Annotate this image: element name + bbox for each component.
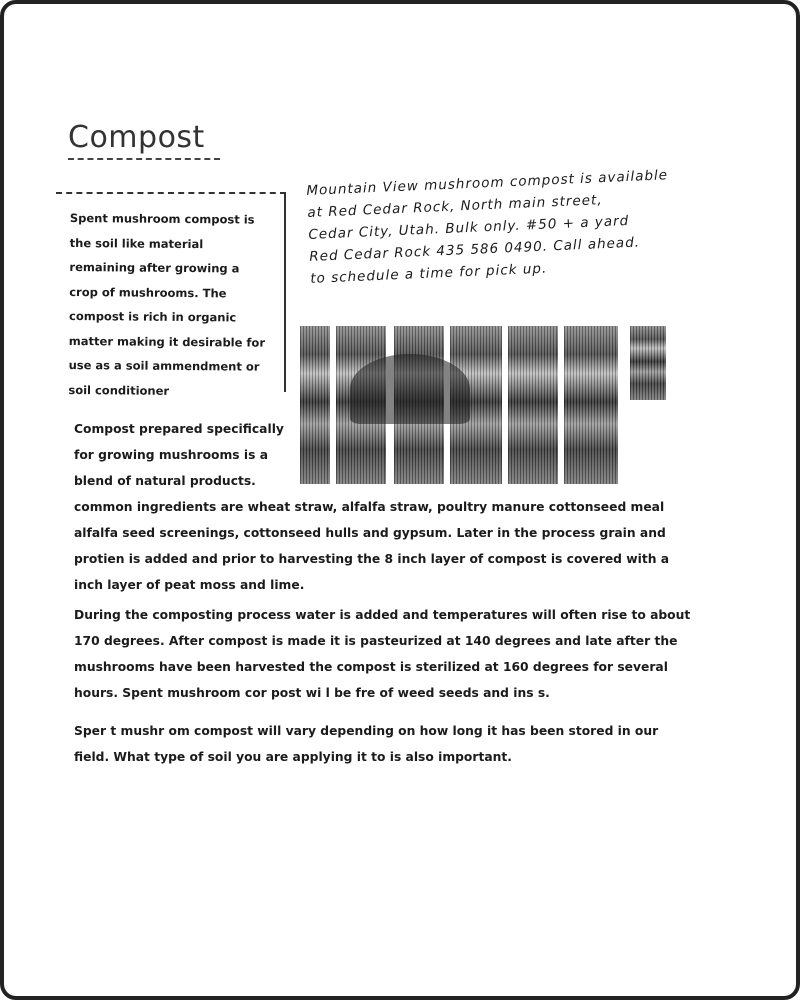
paragraph-storage (74, 718, 714, 770)
notice-line: at Red Cedar Rock, North main street, (307, 192, 603, 221)
paragraph-line: blend of natural products. (74, 474, 256, 488)
sidebar-description (68, 206, 282, 404)
page-title: Compost (68, 120, 205, 155)
notice-line: Mountain View mushroom compost is available (306, 167, 669, 199)
sidebar-line: remaining after growing a (69, 259, 240, 276)
sidebar-line: compost is rich in organic (68, 308, 237, 325)
sidebar-line: the soil like material (69, 235, 204, 251)
sidebar-line: soil conditioner (68, 382, 170, 398)
sidebar-line: crop of mushrooms. The (69, 284, 227, 300)
paragraph-line: mushrooms have been harvested the compost is sterilized at 160 degrees for several (74, 660, 668, 674)
paragraph-process (74, 602, 714, 706)
paragraph-line: Sper t mushr om compost will vary depending on how long it has been stored in our (74, 724, 659, 738)
scanned-page (4, 4, 796, 996)
sidebar-line: matter making it desirable for (68, 333, 266, 350)
paragraph-line: inch layer of peat moss and lime. (74, 578, 305, 592)
paragraph-line: for growing mushrooms is a (74, 448, 269, 462)
sidebar-line: Spent mushroom compost is (69, 210, 255, 227)
paragraph-line: hours. Spent mushroom cor post wi l be fre of weed seeds and ins s. (74, 686, 550, 700)
compost-mound (350, 354, 470, 424)
title-underline (68, 158, 220, 160)
paragraph-line: protien is added and prior to harvesting the 8 inch layer of compost is covered with a (74, 552, 670, 566)
notice-line: Red Cedar Rock 435 586 0490. Call ahead. (309, 234, 641, 265)
notice-line: to schedule a time for pick up. (309, 260, 548, 287)
paragraph-line: common ingredients are wheat straw, alfalfa straw, poultry manure cottonseed meal (74, 500, 665, 514)
paragraph-line: During the composting process water is added and temperatures will often rise to about (74, 608, 691, 622)
paragraph-line: alfalfa seed screenings, cottonseed hulls and gypsum. Later in the process grain and (74, 526, 666, 540)
paragraph-line: 170 degrees. After compost is made it is pasteurized at 140 degrees and late after the (74, 634, 678, 648)
photo-strip (630, 326, 666, 400)
paragraph-line: field. What type of soil you are applying it to is also important. (74, 750, 512, 764)
notice-line: Cedar City, Utah. Bulk only. #50 + a yard (308, 212, 630, 243)
availability-notice (306, 159, 790, 290)
paragraph-ingredients (74, 416, 714, 598)
sidebar-line: use as a soil ammendment or (68, 357, 260, 374)
paragraph-line: Compost prepared specifically (74, 422, 284, 436)
